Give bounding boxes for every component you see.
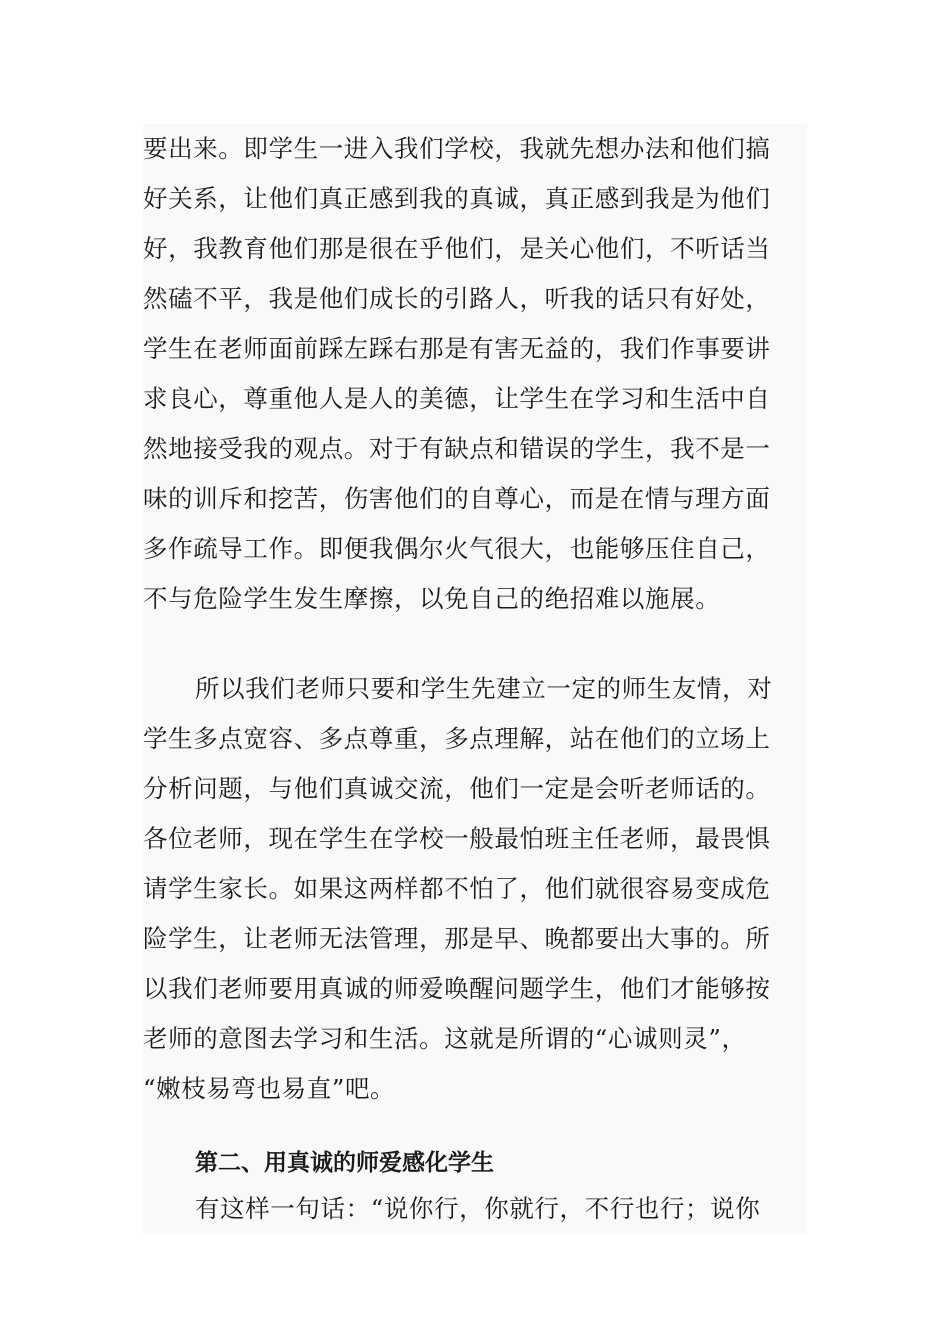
paragraph-1 [143, 124, 807, 664]
text-line: 有这样一句话：“说你行，你就行，不行也行；说你 [195, 1194, 761, 1223]
text-line: 老师的意图去学习和生活。这就是所谓的“心诚则灵”， [143, 1024, 747, 1053]
text-line: 以我们老师要用真诚的师爱唤醒问题学生，他们才能够按 [143, 974, 771, 1003]
text-line: “嫩枝易弯也易直”吧。 [143, 1074, 396, 1103]
text-line: 好关系，让他们真正感到我的真诚，真正感到我是为他们 [143, 184, 771, 213]
text-line: 分析问题，与他们真诚交流，他们一定是会听老师话的。 [143, 774, 771, 803]
text-line: 味的训斥和挖苦，伤害他们的自尊心，而是在情与理方面 [143, 484, 771, 513]
text-line: 请学生家长。如果这两样都不怕了，他们就很容易变成危 [143, 874, 771, 903]
text-line: 不与危险学生发生摩擦，以免自己的绝招难以施展。 [143, 584, 721, 613]
text-line: 好，我教育他们那是很在乎他们，是关心他们，不听话当 [143, 234, 771, 263]
text-line: 然磕不平，我是他们成长的引路人，听我的话只有好处， [143, 284, 771, 313]
text-line: 然地接受我的观点。对于有缺点和错误的学生，我不是一 [143, 434, 771, 463]
section-heading: 第二、用真诚的师爱感化学生 [195, 1150, 494, 1176]
text-line: 所以我们老师只要和学生先建立一定的师生友情，对 [195, 674, 773, 703]
text-line: 多作疏导工作。即便我偶尔火气很大，也能够压住自己， [143, 534, 771, 563]
section-2 [143, 1142, 807, 1234]
text-line: 各位老师，现在学生在学校一般最怕班主任老师，最畏惧 [143, 824, 771, 853]
paragraph-2 [143, 664, 807, 1142]
text-line: 学生多点宽容、多点尊重，多点理解，站在他们的立场上 [143, 724, 771, 753]
text-line: 求良心，尊重他人是人的美德，让学生在学习和生活中自 [143, 384, 771, 413]
text-line: 险学生，让老师无法管理，那是早、晚都要出大事的。所 [143, 924, 771, 953]
document-page [143, 124, 807, 1234]
text-line: 学生在老师面前踩左踩右那是有害无益的，我们作事要讲 [143, 334, 771, 363]
text-line: 要出来。即学生一进入我们学校，我就先想办法和他们搞 [143, 134, 771, 163]
